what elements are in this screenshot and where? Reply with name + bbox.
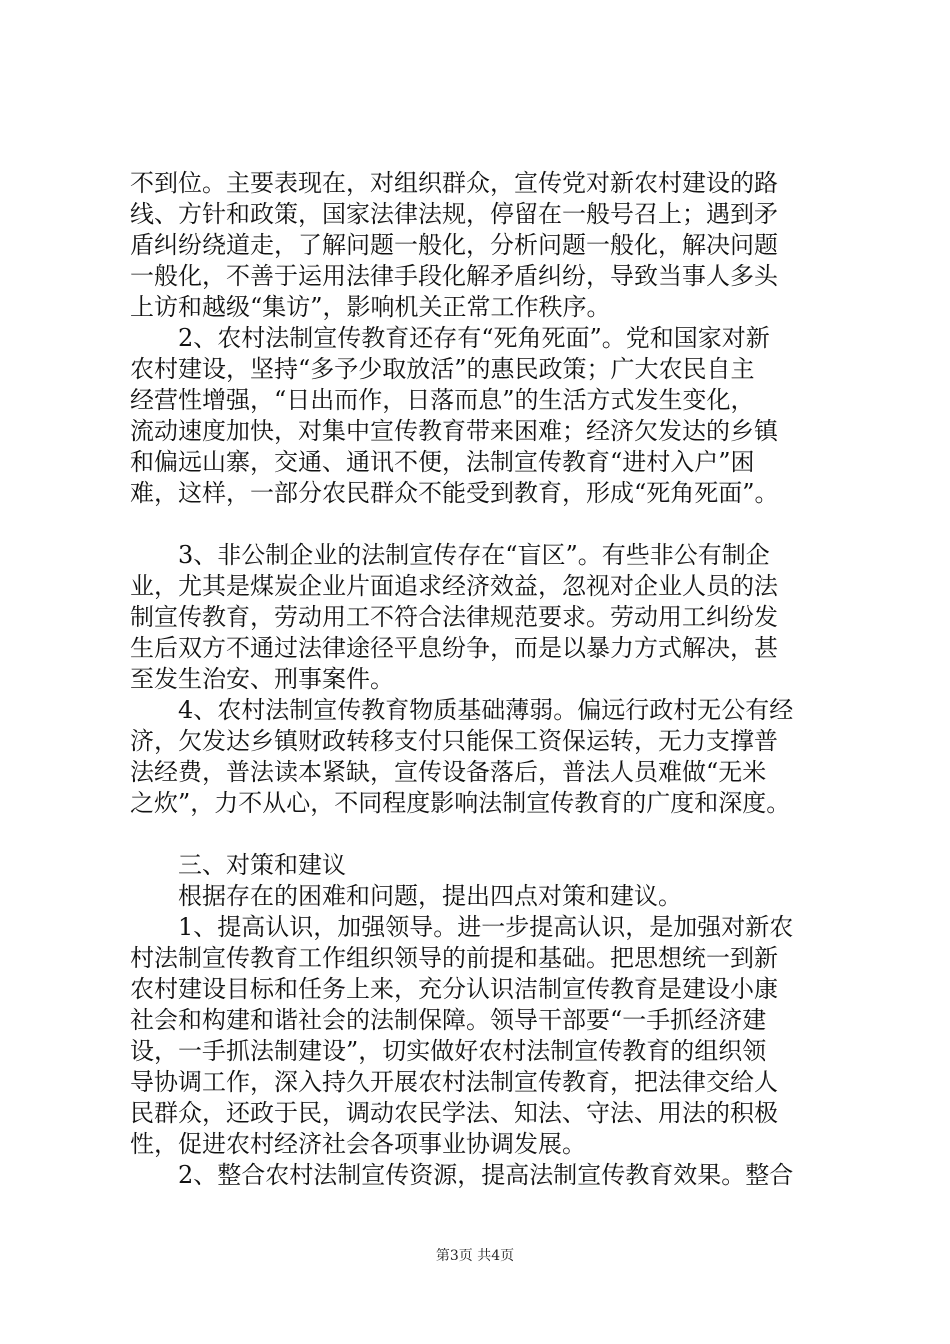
text-line: 一般化，不善于运用法律手段化解矛盾纠纷，导致当事人多头 — [130, 262, 778, 290]
text-line: 流动速度加快，对集中宣传教育带来困难；经济欠发达的乡镇 — [130, 417, 778, 445]
text-line: 2、整合农村法制宣传资源，提高法制宣传教育效果。整合 — [130, 1161, 794, 1189]
text-line: 农村建设，坚持“多予少取放活”的惠民政策；广大农民自主 — [130, 355, 755, 383]
text-line: 3、非公制企业的法制宣传存在“盲区”。有些非公有制企 — [130, 541, 770, 569]
text-line: 线、方针和政策，国家法律法规，停留在一般号召上；遇到矛 — [130, 200, 778, 228]
text-line: 三、对策和建议 — [130, 851, 346, 879]
text-line: 村法制宣传教育工作组织领导的前提和基础。把思想统一到新 — [130, 944, 778, 972]
text-line: 2、农村法制宣传教育还存有“死角死面”。党和国家对新 — [130, 324, 770, 352]
text-line: 4、农村法制宣传教育物质基础薄弱。偏远行政村无公有经 — [130, 696, 794, 724]
text-line: 不到位。主要表现在，对组织群众，宣传党对新农村建设的路 — [130, 169, 778, 197]
text-line: 社会和构建和谐社会的法制保障。领导干部要“一手抓经济建 — [130, 1006, 767, 1034]
blank-line — [130, 509, 850, 540]
text-line: 民群众，还政于民，调动农民学法、知法、守法、用法的积极 — [130, 1099, 778, 1127]
text-line: 至发生治安、刑事案件。 — [130, 665, 394, 693]
text-line: 和偏远山寨，交通、通讯不便，法制宣传教育“进村入户”困 — [130, 448, 755, 476]
text-line: 1、提高认识，加强领导。进一步提高认识，是加强对新农 — [130, 913, 794, 941]
page-footer: 第3页 共4页 — [435, 1248, 515, 1264]
document-body — [130, 168, 850, 1191]
text-line: 济，欠发达乡镇财政转移支付只能保工资保运转，无力支撑普 — [130, 727, 778, 755]
text-line: 盾纠纷绕道走，了解问题一般化，分析问题一般化，解决问题 — [130, 231, 778, 259]
text-line: 业，尤其是煤炭企业片面追求经济效益，忽视对企业人员的法 — [130, 572, 778, 600]
text-line: 经营性增强，“日出而作，日落而息”的生活方式发生变化， — [130, 386, 755, 414]
text-line: 根据存在的困难和问题，提出四点对策和建议。 — [130, 882, 682, 910]
text-line: 上访和越级“集访”，影响机关正常工作秩序。 — [130, 293, 611, 321]
text-line: 农村建设目标和任务上来，充分认识洁制宣传教育是建设小康 — [130, 975, 778, 1003]
text-line: 生后双方不通过法律途径平息纷争，而是以暴力方式解决，甚 — [130, 634, 778, 662]
text-line: 设，一手抓法制建设”，切实做好农村法制宣传教育的组织领 — [130, 1037, 767, 1065]
text-line: 难，这样，一部分农民群众不能受到教育，形成“死角死面”。 — [130, 479, 779, 507]
text-line: 性，促进农村经济社会各项事业协调发展。 — [130, 1130, 586, 1158]
text-line: 导协调工作，深入持久开展农村法制宣传教育，把法律交给人 — [130, 1068, 778, 1096]
blank-line — [130, 819, 850, 850]
text-line: 之炊”，力不从心，不同程度影响法制宣传教育的广度和深度。 — [130, 789, 791, 817]
text-line: 制宣传教育，劳动用工不符合法律规范要求。劳动用工纠纷发 — [130, 603, 778, 631]
text-line: 法经费，普法读本紧缺，宣传设备落后，普法人员难做“无米 — [130, 758, 767, 786]
